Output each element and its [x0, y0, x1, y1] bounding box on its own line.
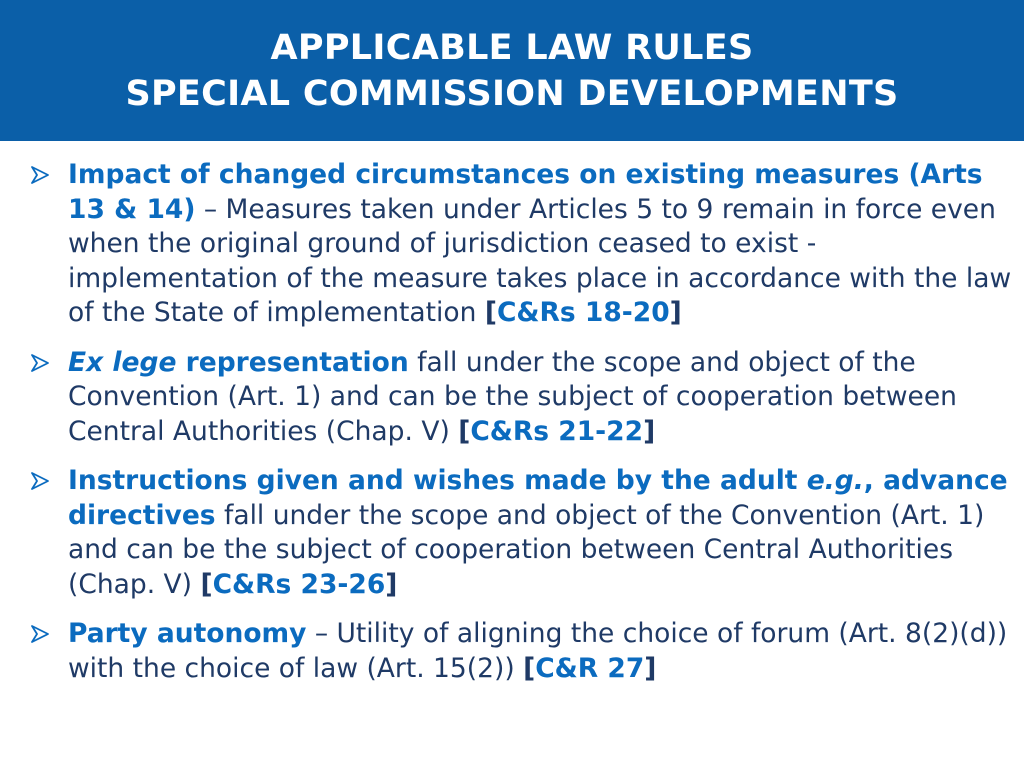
- item-text: fall under the scope and object of the Convention (Art. 1) and can be the subject of cooperation between Central Authorities (Chap. V): [68, 499, 985, 600]
- item-heading: Impact of changed circumstances on existing measures (Arts 13 & 14): [68, 159, 983, 225]
- list-item: Impact of changed circumstances on existing measures (Arts 13 & 14) – Measures taken under Articles 5 to 9 remain in force even when the original ground of jurisdiction ceased to exist - implementation of the measure takes place in accordance with the law of the State of implementation [C&Rs 18-20]: [30, 158, 1018, 331]
- list-item: Party autonomy – Utility of aligning the choice of forum (Art. 8(2)(d)) with the choice of law (Art. 15(2)) [C&R 27]: [30, 617, 1018, 686]
- item-text: – Measures taken under Articles 5 to 9 remain in force even when the original ground of jurisdiction ceased to exist - implementation of the measure takes place in accordance with the law of the State of implementation: [68, 193, 1012, 328]
- slide-title-line-2: SPECIAL COMMISSION DEVELOPMENTS: [125, 74, 899, 114]
- arrow-bullet-icon: [30, 346, 52, 381]
- item-text: – Utility of aligning the choice of forum (Art. 8(2)(d)) with the choice of law (Art. 15(2)): [68, 618, 1008, 684]
- item-heading: representation: [176, 346, 409, 378]
- item-heading: Instructions given and wishes made by the adult: [68, 465, 807, 496]
- item-heading: Party autonomy: [68, 618, 307, 649]
- reference-tag: C&Rs 21-22: [470, 415, 644, 447]
- bullet-list: [30, 158, 1018, 701]
- item-text: fall under the scope and object of the Convention (Art. 1) and can be the subject of cooperation between Central Authorities (Chap. V): [68, 346, 957, 447]
- arrow-bullet-icon: [30, 617, 52, 652]
- slide-title-line-1: APPLICABLE LAW RULES: [270, 28, 754, 68]
- reference-tag: C&R 27: [535, 652, 645, 684]
- item-heading-tail: , advance directives: [68, 465, 1008, 531]
- reference-tag: C&Rs 18-20: [496, 297, 670, 328]
- reference-tag: C&Rs 23-26: [212, 568, 386, 600]
- item-heading-italic: e.g.: [806, 465, 864, 496]
- list-item: Ex lege representation fall under the scope and object of the Convention (Art. 1) and can be the subject of cooperation between Central Authorities (Chap. V) [C&Rs 21-22]: [30, 346, 1018, 450]
- item-heading-italic: Ex lege: [68, 346, 177, 378]
- slide-header: [0, 0, 1024, 141]
- list-item: Instructions given and wishes made by the adult e.g., advance directives fall under the scope and object of the Convention (Art. 1) and can be the subject of cooperation between Central Authorities (Chap. V) [C&Rs 23-26]: [30, 464, 1018, 602]
- arrow-bullet-icon: [30, 464, 52, 499]
- arrow-bullet-icon: [30, 158, 52, 193]
